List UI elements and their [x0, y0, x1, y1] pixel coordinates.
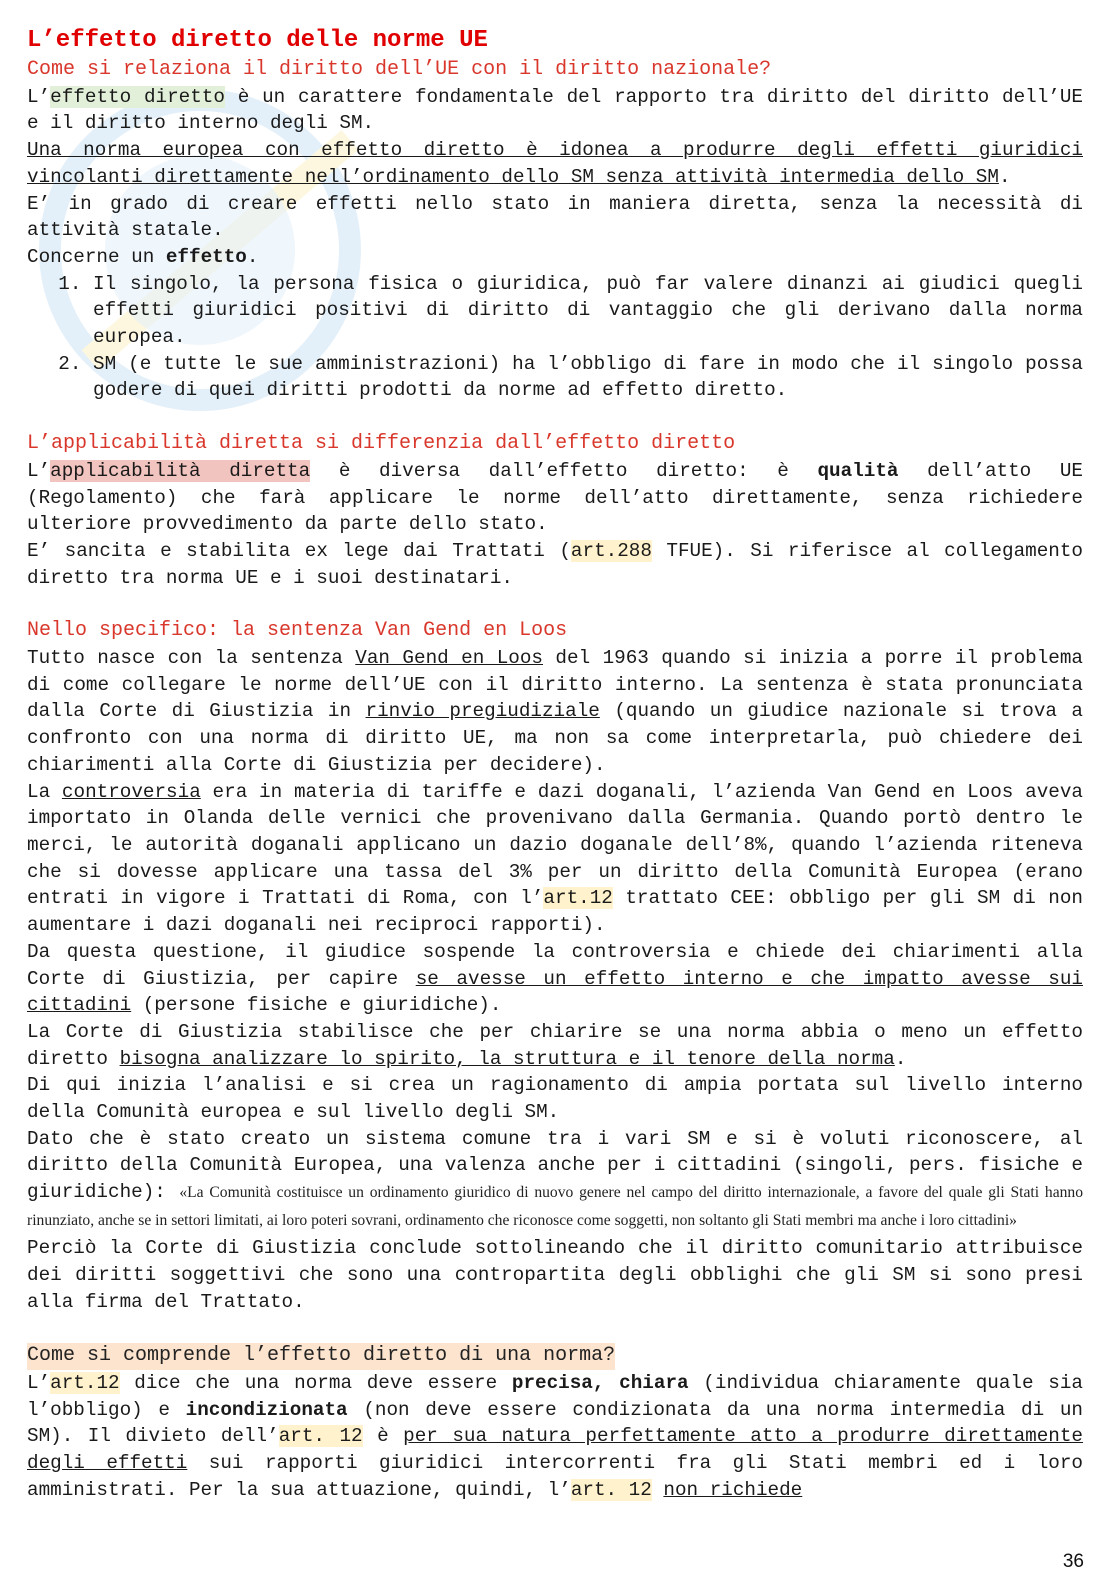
paragraph: L’effetto diretto è un carattere fondamentale del rapporto tra diritto del diritto dell’UE e il diritto interno degli SM.: [27, 85, 1083, 135]
highlight-effetto-diretto: effetto diretto: [50, 85, 225, 108]
document-page: [27, 26, 1083, 1503]
paragraph: Di qui inizia l’analisi e si crea un ragionamento di ampia portata sul livello interno della Comunità europea e sul livello degli SM.: [27, 1074, 1083, 1124]
paragraph: E’ sancita e stabilita ex lege dai Trattati (art.288 TFUE). Si riferisce al collegamento diretto tra norma UE e i suoi destinatari.: [27, 539, 1083, 589]
list-item: 2. SM (e tutte le sue amministrazioni) ha l’obbligo di fare in modo che il singolo possa godere di quei diritti prodotti da norme ad effetto diretto.: [93, 351, 1083, 404]
page-title: L’effetto diretto delle norme UE: [27, 27, 488, 54]
underlined-definition: Una norma europea con effetto diretto è idonea a produrre degli effetti giuridici vincolanti direttamente nell’ordinamento dello SM senza attività intermedia dello SM: [27, 139, 1083, 188]
highlight-article: art.12: [543, 887, 613, 910]
section-heading-comprende: Come si comprende l’effetto diretto di una norma?: [27, 1343, 615, 1370]
paragraph: Perciò la Corte di Giustizia conclude sottolineando che il diritto comunitario attribuisce dei diritti soggettivi che sono una contropartita degli obblighi che gli SM si sono presi alla firma del Trattato.: [27, 1237, 1083, 1313]
paragraph: La controversia era in materia di tariffe e dazi doganali, l’azienda Van Gend en Loos aveva importato in Olanda delle vernici che provenivano dalla Germania. Quando portò dentro le merci, le autorità doganali applicano un dazio doganale dell’8%, quando l’azienda riteneva che si dovesse applicare una tassa del 3% per un diritto della Comunità Europea (erano entrati in vigore i Trattati di Roma, con l’art.12 trattato CEE: obbligo per gli SM di non aumentare i dazi doganali nei reciproci rapporti).: [27, 780, 1083, 937]
section-heading-relazione: Come si relaziona il diritto dell’UE con il diritto nazionale?: [27, 58, 772, 81]
paragraph: Dato che è stato creato un sistema comune tra i vari SM e si è voluti riconoscere, al diritto della Comunità Europea, una valenza anche per i cittadini (singoli, pers. fisiche e giuridiche): «La Comunità costituisce un ordinamento giuridico di nuovo genere nel campo del diritto internazionale, a favore del quale gli Stati hanno rinunziato, anche se in settori limitati, ai loro poteri sovrani, ordinamento che riconosce come soggetti, non soltanto gli Stati membri ma anche i loro cittadini»: [27, 1127, 1083, 1230]
paragraph: L’applicabilità diretta è diversa dall’effetto diretto: è qualità dell’atto UE (Regolamento) che farà applicare le norme dell’atto direttamente, senza richiedere ulteriore provvedimento da parte dello stato.: [27, 459, 1084, 536]
highlight-article: art. 12: [278, 1425, 363, 1448]
paragraph: Da questa questione, il giudice sospende la controversia e chiede dei chiarimenti alla Corte di Giustizia, per capire se avesse un effetto interno e che impatto avesse sui cittadini (persone fisiche e giuridiche).: [27, 940, 1083, 1017]
highlight-article: art. 12: [570, 1478, 652, 1501]
numbered-list: [27, 271, 1083, 405]
court-quote: «La Comunità costituisce un ordinamento giuridico di nuovo genere nel campo del diritto internazionale, a favore del quale gli Stati hanno rinunziato, anche se in settori limitati, ai loro poteri sovrani, ordinamento che riconosce come soggetti, non soltanto gli Stati membri ma anche i loro cittadini»: [27, 1184, 1083, 1230]
highlight-article: art.12: [50, 1371, 120, 1394]
section-heading-applicabilita: L’applicabilità diretta si differenzia dall’effetto diretto: [27, 432, 736, 456]
paragraph: Concerne un effetto.: [27, 245, 259, 268]
highlight-applicabilita-diretta: applicabilità diretta: [50, 459, 311, 482]
list-item: 1. Il singolo, la persona fisica o giuridica, può far valere dinanzi ai giudici quegli effetti giuridici positivi di diritto di vantaggio che gli derivano dalla norma europea.: [93, 271, 1083, 351]
paragraph: E’ in grado di creare effetti nello stato in maniera diretta, senza la necessità di attività statale.: [27, 192, 1083, 242]
section-heading-van-gend: Nello specifico: la sentenza Van Gend en Loos: [27, 619, 568, 643]
paragraph: La Corte di Giustizia stabilisce che per chiarire se una norma abbia o meno un effetto diretto bisogna analizzare lo spirito, la struttura e il tenore della norma.: [27, 1020, 1083, 1070]
paragraph: L’art.12 dice che una norma deve essere precisa, chiara (individua chiaramente quale sia l’obbligo) e incondizionata (non deve essere condizionata da una norma intermedia di un SM). Il divieto dell’art. 12 è per sua natura perfettamente atto a produrre direttamente degli effetti sui rapporti giuridici intercorrenti fra gli Stati membri ed i loro amministrati. Per la sua attuazione, quindi, l’art. 12 non richiede: [27, 1371, 1084, 1501]
paragraph: Tutto nasce con la sentenza Van Gend en Loos del 1963 quando si inizia a porre il problema di come collegare le norme dell’UE con il diritto interno. La sentenza è stata pronunciata dalla Corte di Giustizia in rinvio pregiudiziale (quando un giudice nazionale si trova a confronto con una norma di diritto UE, ma non sa come interpretarla, può chiedere dei chiarimenti alla Corte di Giustizia per decidere).: [27, 647, 1084, 776]
page-number: 36: [1062, 1551, 1084, 1572]
paragraph: Una norma europea con effetto diretto è idonea a produrre degli effetti giuridici vincolanti direttamente nell’ordinamento dello SM senza attività intermedia dello SM.: [27, 139, 1083, 188]
highlight-article: art.288: [570, 539, 652, 562]
